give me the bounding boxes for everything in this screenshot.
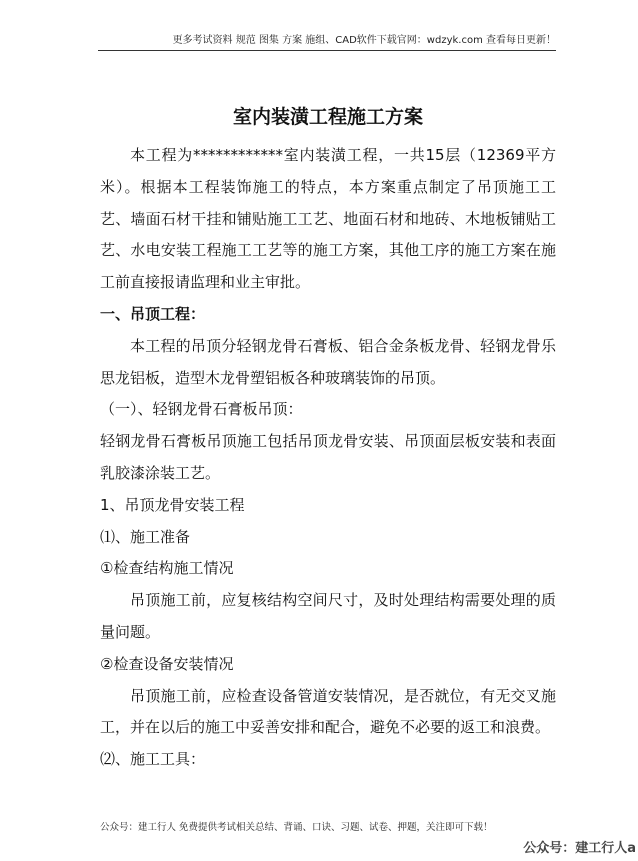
- document-body: [100, 140, 556, 776]
- watermark-text: 公众号：建工行人a: [523, 841, 636, 856]
- ceiling-intro-paragraph: 本工程的吊顶分轻钢龙骨石膏板、铝合金条板龙骨、轻钢龙骨乐思龙铝板，造型木龙骨塑铝板各种玻璃装饰的吊顶。: [100, 336, 556, 387]
- header-divider: [98, 50, 556, 51]
- check-structure-paragraph: 吊顶施工前，应复核结构空间尺寸，及时处理结构需要处理的质量问题。: [100, 591, 556, 641]
- page-footer-text: 公众号：建工行人 免费提供考试相关总结、背诵、口诀、习题、试卷、押题，关注即可下载！: [100, 822, 493, 833]
- intro-paragraph: 本工程为************室内装潢工程，一共15层（12369平方米）。根据本工程装饰施工的特点，本方案重点制定了吊顶施工工艺、墙面石材干挂和铺贴施工工艺、地面石材和地砖、木地板铺贴工艺、水电安装工程施工工艺等的施工方案，其他工序的施工方案在施工前直接报请监理和业主审批。: [100, 146, 556, 292]
- document-title: 室内装潢工程施工方案: [232, 106, 423, 128]
- section-heading-ceiling: 一、吊顶工程：: [100, 304, 206, 323]
- item-heading-check-equipment: ②检查设备安装情况: [100, 654, 234, 673]
- gypsum-ceiling-paragraph: 轻钢龙骨石膏板吊顶施工包括吊顶龙骨安装、吊顶面层板安装和表面乳胶漆涂装工艺。: [100, 432, 556, 482]
- item-heading-keel-install: 1、吊顶龙骨安装工程: [100, 495, 245, 514]
- item-heading-check-structure: ①检查结构施工情况: [100, 559, 234, 578]
- subsection-heading-gypsum: （一）、轻钢龙骨石膏板吊顶：: [100, 400, 303, 419]
- item-heading-preparation: ⑴、施工准备: [100, 527, 191, 546]
- item-heading-tools: ⑵、施工工具：: [100, 750, 206, 769]
- check-equipment-paragraph: 吊顶施工前，应检查设备管道安装情况，是否就位，有无交叉施工，并在以后的施工中妥善安排和配合，避免不必要的返工和浪费。: [100, 686, 556, 737]
- page-header-text: 更多考试资料 规范 图集 方案 施组、CAD软件下载官网：wdzyk.com 查看每日更新！: [172, 35, 556, 46]
